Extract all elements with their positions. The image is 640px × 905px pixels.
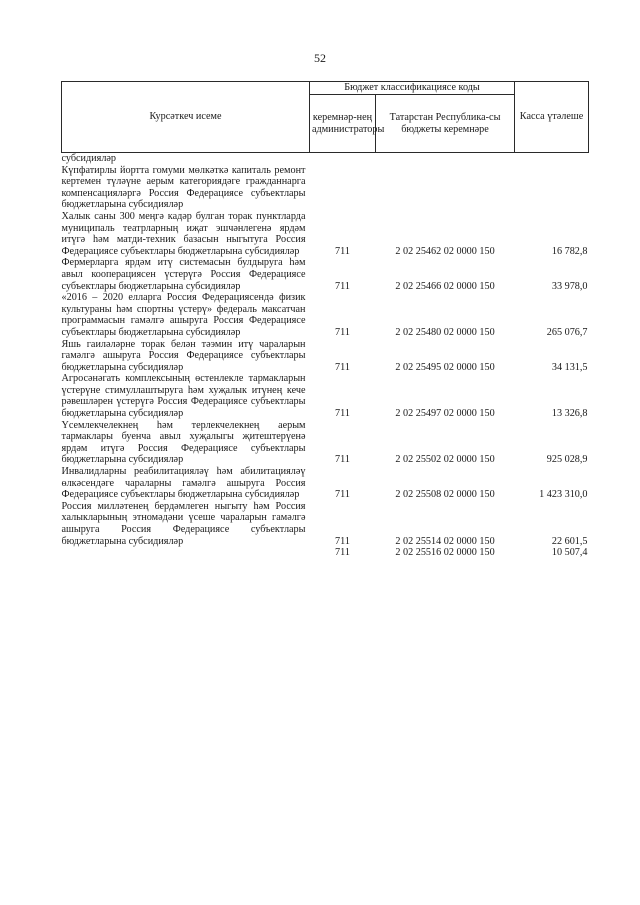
table-row bbox=[62, 373, 589, 419]
row-description bbox=[62, 547, 310, 559]
row-budget-code: 2 02 25502 02 0000 150 bbox=[395, 454, 495, 466]
row-admin-code: 711 bbox=[335, 408, 350, 420]
row-budget-code: 2 02 25508 02 0000 150 bbox=[395, 489, 495, 501]
page-number: 52 bbox=[314, 51, 326, 65]
row-amount: 13 326,8 bbox=[551, 408, 588, 420]
row-admin-code: 711 bbox=[335, 326, 350, 338]
row-description: Яшь гаиләләрне торак белән тәэмин итү чараларын гамәлгә ашыруга Россия Федерациясе субъектлары бюджетларына субсидияләр bbox=[61, 338, 306, 373]
row-admin-code: 711 bbox=[335, 245, 350, 257]
row-amount: 16 782,8 bbox=[551, 245, 588, 257]
header-administrator: керемнәр-нең администраторы bbox=[310, 95, 376, 153]
row-description: Халык саны 300 меңгә кадәр булган торак пунктларда муниципаль театрларның иҗат эшчәнлегенә ярдәм итүгә һәм матди-техник базасын ныгытуга Россия Федерациясе субъектлары бюджетларына субсидияләр bbox=[61, 210, 306, 257]
table-row bbox=[62, 466, 589, 501]
table-row bbox=[62, 339, 589, 374]
row-budget-code bbox=[376, 153, 515, 165]
row-budget-code: 2 02 25466 02 0000 150 bbox=[395, 280, 495, 292]
row-budget-code: 2 02 25497 02 0000 150 bbox=[395, 408, 495, 420]
header-budget-classification: Бюджет классификациясе коды bbox=[310, 82, 515, 95]
row-admin-code: 711 bbox=[335, 535, 350, 547]
header-budget-revenue: Татарстан Республика-сы бюджеты керемнәре bbox=[376, 95, 515, 153]
row-budget-code: 2 02 25516 02 0000 150 bbox=[395, 547, 495, 559]
row-amount: 925 028,9 bbox=[546, 454, 588, 466]
budget-revenue-table bbox=[61, 81, 589, 559]
row-budget-code: 2 02 25480 02 0000 150 bbox=[395, 326, 495, 338]
row-description: Россия милләтенең бердәмлеген ныгыту һәм Россия халыкларының этномәдәни үсеше чараларын гамәлгә ашыруга Россия Федерациясе субъектлары бюджетларына субсидияләр bbox=[61, 500, 306, 547]
row-description: Үсемлекчелекнең һәм терлекчелекнең аерым тармаклары буенча авыл хуҗалыгы җитештерүенә ярдәм итүгә Россия Федерациясе субъектлары бюджетларына субсидияләр bbox=[61, 419, 306, 466]
row-description: Фермерларга ярдәм итү системасын булдыруга һәм авыл кооперациясен үстерүгә Россия Федерациясе субъектлары бюджетларына субсидияләр bbox=[61, 257, 306, 292]
table-row bbox=[62, 211, 589, 257]
row-amount: 265 076,7 bbox=[546, 326, 588, 338]
table-row bbox=[62, 547, 589, 559]
row-description: Күпфатирлы йортта гомуми мөлкәткә капиталь ремонт кертемен түләүне аерым категориядәге гражданнарга компенсацияләргә Россия Федерациясе субъектлары бюджетларына субсидияләр bbox=[61, 164, 306, 211]
table-row bbox=[62, 165, 589, 211]
row-amount: 34 131,5 bbox=[551, 361, 588, 373]
row-admin-code bbox=[310, 165, 376, 211]
table-row bbox=[62, 501, 589, 547]
row-amount bbox=[515, 153, 589, 165]
row-admin-code: 711 bbox=[335, 454, 350, 466]
row-amount: 22 601,5 bbox=[551, 535, 588, 547]
row-admin-code: 711 bbox=[335, 547, 350, 559]
row-budget-code: 2 02 25495 02 0000 150 bbox=[395, 361, 495, 373]
row-admin-code bbox=[310, 153, 376, 165]
table-row bbox=[62, 257, 589, 292]
header-indicator-name: Курсәткеч исеме bbox=[62, 82, 310, 153]
row-budget-code: 2 02 25462 02 0000 150 bbox=[395, 245, 495, 257]
row-description: Инвалидларны реабилитацияләү һәм абилитацияләү өлкәсендәге чараларны гамәлгә ашыруга Россия Федерациясе субъектлары бюджетларына субсидияләр bbox=[61, 466, 306, 501]
row-description: Агросәнәгать комплексының өстенлекле тармакларын үстерүне стимуллаштыруга һәм хуҗалык итүнең кече рәвешләрен үстерүгә Россия Федерациясе субъектлары бюджетларына субсидияләр bbox=[61, 373, 306, 420]
table-row bbox=[62, 292, 589, 338]
table-body bbox=[62, 153, 589, 559]
row-amount bbox=[515, 165, 589, 211]
row-amount: 33 978,0 bbox=[551, 280, 588, 292]
row-admin-code: 711 bbox=[335, 280, 350, 292]
table-row bbox=[62, 153, 589, 165]
table-row bbox=[62, 420, 589, 466]
row-amount: 1 423 310,0 bbox=[539, 489, 588, 501]
row-admin-code: 711 bbox=[335, 489, 350, 501]
header-cash-execution: Касса үтәлеше bbox=[515, 82, 589, 153]
row-description: субсидияләр bbox=[61, 153, 117, 164]
row-budget-code: 2 02 25514 02 0000 150 bbox=[395, 535, 495, 547]
row-amount: 10 507,4 bbox=[551, 547, 588, 559]
row-budget-code bbox=[376, 165, 515, 211]
row-admin-code: 711 bbox=[335, 361, 350, 373]
row-description: «2016 – 2020 елларга Россия Федерациясендә физик культураны һәм спортны үстерү» федераль максатчан программасын гамәлгә ашыруга Россия Федерациясе субъектлары бюджетларына субсидияләр bbox=[61, 292, 306, 338]
